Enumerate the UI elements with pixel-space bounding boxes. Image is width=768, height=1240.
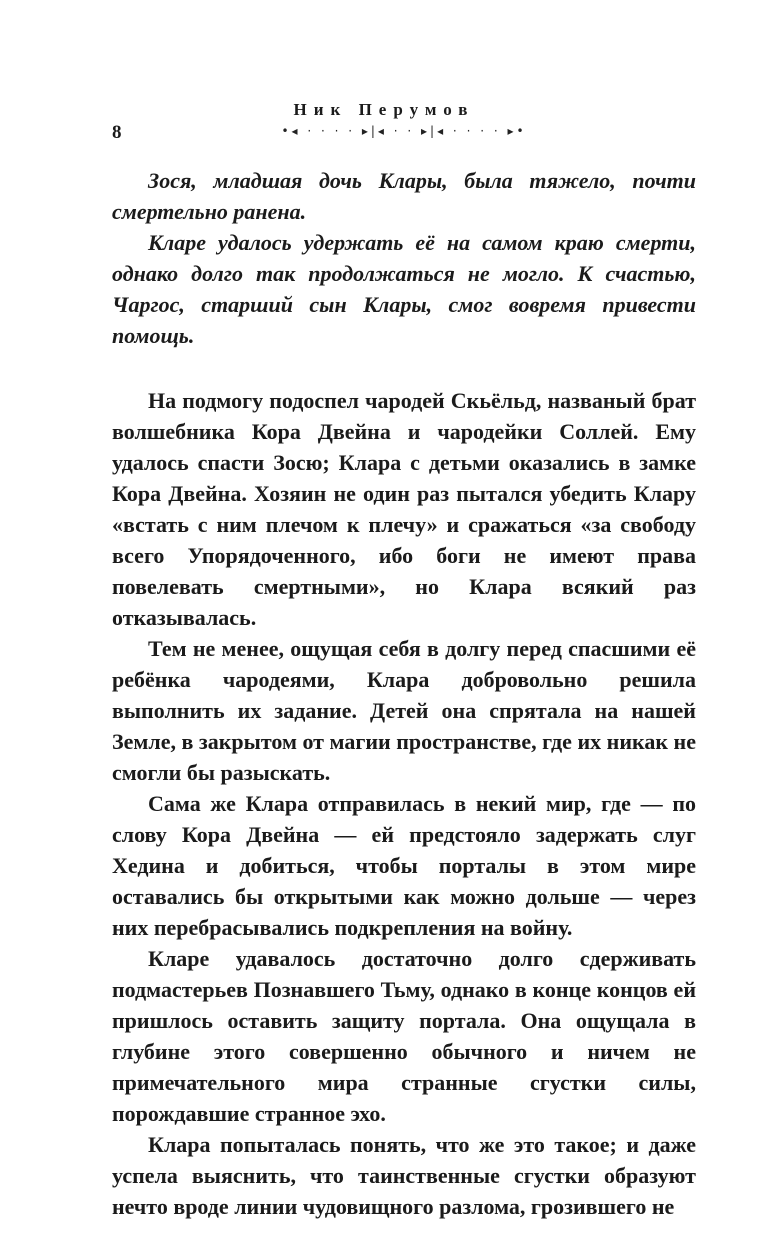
paragraph-body-2: Тем не менее, ощущая себя в долгу перед спасшими её ребёнка чародеями, Клара добровольно решила выполнить их задание. Детей она спрятала на нашей Земле, в закрытом от магии пространстве, где их никак не смогли бы разыскать. xyxy=(112,636,696,785)
paragraph-body-4: Кларе удавалось достаточно долго сдерживать подмастерьев Познавшего Тьму, однако в конце концов ей пришлось оставить защиту портала. Она ощущала в глубине этого совершенно обычного и ничем не примечательного мира странные сгустки силы, порождавшие странное эхо. xyxy=(112,946,696,1126)
paragraph-intro-2: Кларе удалось удержать её на самом краю смерти, однако долго так продолжаться не могло. К счастью, Чаргос, старший сын Клары, смог вовремя привести помощь. xyxy=(112,230,696,348)
page-header xyxy=(112,122,696,144)
paragraph-body-3: Сама же Клара отправилась в некий мир, где — по слову Кора Двейна — ей предстояло задержать слуг Хедина и добиться, чтобы порталы в этом мире оставались бы открытыми как можно дольше — через них перебрасывались подкрепления на войну. xyxy=(112,791,696,940)
running-title: Ник Перумов xyxy=(293,100,475,119)
intro-section xyxy=(112,165,696,351)
divider-ornament: •◂ · · · · ▸|◂ · · ▸|◂ · · · · ▸• xyxy=(281,124,527,138)
paragraph-body-1: На подмогу подоспел чародей Скьёльд, названый брат волшебника Кора Двейна и чародейки Соллей. Ему удалось спасти Зосю; Клара с детьми оказались в замке Кора Двейна. Хозяин не один раз пытался убедить Клару «встать с ним плечом к плечу» и сражаться «за свободу всего Упорядоченного, ибо боги не имеют права повелевать смертными», но Клара всякий раз отказывалась. xyxy=(112,388,696,630)
page-number: 8 xyxy=(112,122,122,143)
paragraph-intro-1: Зося, младшая дочь Клары, была тяжело, почти смертельно ранена. xyxy=(112,168,696,224)
page-text xyxy=(112,165,696,1222)
paragraph-body-5: Клара попыталась понять, что же это такое; и даже успела выяснить, что таинственные сгустки образуют нечто вроде линии чудовищного разлома, грозившего не xyxy=(112,1132,696,1219)
body-section xyxy=(112,385,696,1222)
